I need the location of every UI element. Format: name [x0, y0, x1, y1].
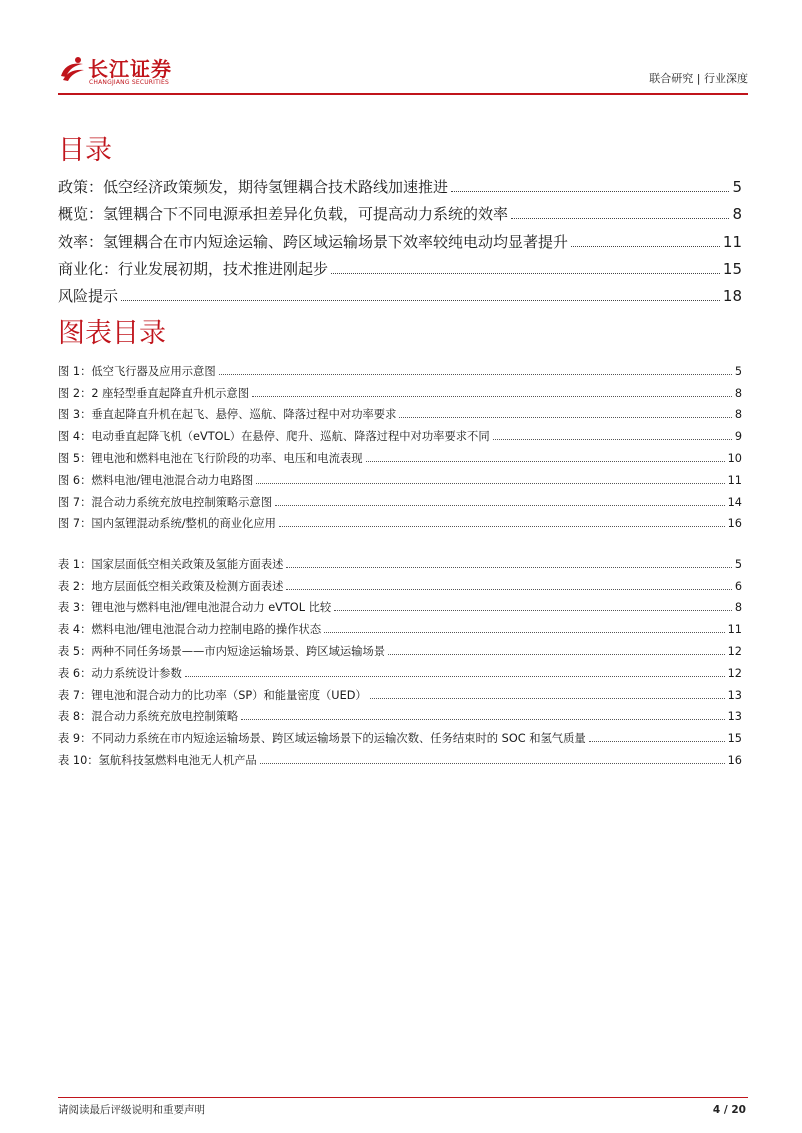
table-entry-page: 6 — [734, 579, 742, 593]
dot-leader — [256, 483, 724, 484]
dot-leader — [286, 589, 731, 590]
table-entry[interactable] — [58, 637, 742, 659]
dot-leader — [334, 610, 732, 611]
figure-entry[interactable] — [58, 401, 742, 423]
figure-entry-text: 图 2：2 座轻型垂直起降直升机示意图 — [58, 386, 250, 400]
figure-entry-page: 14 — [727, 495, 742, 509]
logo-chinese-name: 长江证券 — [88, 57, 172, 81]
figure-entry-text: 图 1：低空飞行器及应用示意图 — [58, 364, 216, 378]
table-entry-text: 表 10：氢航科技氢燃料电池无人机产品 — [58, 753, 257, 767]
footer-divider — [58, 1097, 748, 1098]
header-divider — [58, 93, 748, 95]
dot-leader — [388, 654, 725, 655]
toc-entry-page: 18 — [722, 286, 742, 305]
list-of-figures-title: 图表目录 — [58, 318, 166, 349]
toc-entry-page: 5 — [732, 178, 742, 197]
toc-entry[interactable] — [58, 197, 742, 224]
table-entry-page: 15 — [727, 732, 742, 746]
stylized-wave-logo-icon — [58, 56, 86, 84]
table-entry[interactable] — [58, 659, 742, 681]
table-entry-text: 表 8：混合动力系统充放电控制策略 — [58, 710, 239, 724]
table-entry[interactable] — [58, 724, 742, 746]
table-entry[interactable] — [58, 550, 742, 572]
table-entry-text: 表 6：动力系统设计参数 — [58, 666, 182, 680]
toc-entry-page: 8 — [732, 205, 742, 224]
figure-entry[interactable] — [58, 357, 742, 379]
toc-entry[interactable] — [58, 224, 742, 251]
figure-entry-text: 图 3：垂直起降直升机在起飞、悬停、巡航、降落过程中对功率要求 — [58, 408, 397, 422]
figure-entry-page: 5 — [734, 364, 742, 378]
dot-leader — [511, 218, 729, 219]
page-number: 4 / 20 — [712, 1104, 746, 1116]
table-entry[interactable] — [58, 746, 742, 768]
table-entry[interactable] — [58, 594, 742, 616]
figure-entry[interactable] — [58, 466, 742, 488]
table-entry-text: 表 5：两种不同任务场景——市内短途运输场景、跨区域运输场景 — [58, 644, 386, 658]
toc-entry[interactable] — [58, 279, 742, 306]
figure-entry-text: 图 5：锂电池和燃料电池在飞行阶段的功率、电压和电流表现 — [58, 451, 363, 465]
dot-leader — [219, 374, 732, 375]
table-entry-page: 8 — [734, 601, 742, 615]
dot-leader — [275, 505, 725, 506]
dot-leader — [279, 526, 725, 527]
toc-entry-text: 概览：氢锂耦合下不同电源承担差异化负载，可提高动力系统的效率 — [58, 205, 509, 224]
table-entry[interactable] — [58, 572, 742, 594]
dot-leader — [331, 273, 720, 274]
toc-entry-page: 11 — [722, 232, 742, 251]
table-entry[interactable] — [58, 615, 742, 637]
figure-entry-page: 10 — [727, 451, 742, 465]
toc-entry-text: 商业化：行业发展初期，技术推进刚起步 — [58, 259, 329, 278]
toc-entry[interactable] — [58, 252, 742, 279]
company-logo — [58, 54, 208, 90]
dot-leader — [286, 567, 731, 568]
list-of-figures — [58, 357, 742, 531]
dot-leader — [241, 719, 724, 720]
figure-entry[interactable] — [58, 510, 742, 532]
figure-entry-page: 8 — [734, 408, 742, 422]
report-category: 联合研究 | 行业深度 — [649, 72, 748, 85]
dot-leader — [370, 698, 725, 699]
table-entry-page: 13 — [727, 688, 742, 702]
dot-leader — [493, 439, 732, 440]
table-entry-text: 表 9：不同动力系统在市内短途运输场景、跨区域运输场景下的运输次数、任务结束时的 SOC 和氢气质量 — [58, 732, 586, 746]
disclaimer-note: 请阅读最后评级说明和重要声明 — [58, 1104, 205, 1116]
dot-leader — [252, 396, 732, 397]
figure-entry-page: 9 — [734, 430, 742, 444]
table-entry-page: 16 — [727, 753, 742, 767]
list-of-tables — [58, 550, 742, 768]
table-entry-page: 12 — [727, 666, 742, 680]
toc-entry-page: 15 — [722, 259, 742, 278]
table-entry[interactable] — [58, 681, 742, 703]
figure-entry-text: 图 7：混合动力系统充放电控制策略示意图 — [58, 495, 273, 509]
figure-entry[interactable] — [58, 379, 742, 401]
table-entry-text: 表 1：国家层面低空相关政策及氢能方面表述 — [58, 557, 284, 571]
figure-entry[interactable] — [58, 422, 742, 444]
toc-entry[interactable] — [58, 170, 742, 197]
figure-entry-page: 16 — [727, 517, 742, 531]
figure-entry[interactable] — [58, 444, 742, 466]
figure-entry-page: 11 — [727, 473, 742, 487]
dot-leader — [260, 763, 725, 764]
figure-entry-text: 图 4：电动垂直起降飞机（eVTOL）在悬停、爬升、巡航、降落过程中对功率要求不同 — [58, 430, 490, 444]
dot-leader — [571, 246, 720, 247]
table-of-contents — [58, 170, 742, 306]
dot-leader — [185, 676, 725, 677]
page-header — [58, 54, 748, 94]
dot-leader — [451, 191, 729, 192]
dot-leader — [399, 417, 731, 418]
table-entry-text: 表 3：锂电池与燃料电池/锂电池混合动力 eVTOL 比较 — [58, 601, 332, 615]
table-entry-text: 表 4：燃料电池/锂电池混合动力控制电路的操作状态 — [58, 623, 322, 637]
dot-leader — [121, 300, 720, 301]
logo-english-name: CHANGJIANG SECURITIES — [89, 79, 169, 86]
figure-entry[interactable] — [58, 488, 742, 510]
dot-leader — [589, 741, 725, 742]
toc-title: 目录 — [58, 135, 112, 166]
table-entry-page: 5 — [734, 557, 742, 571]
toc-entry-text: 效率：氢锂耦合在市内短途运输、跨区域运输场景下效率较纯电动均显著提升 — [58, 232, 569, 251]
table-entry-page: 11 — [727, 623, 742, 637]
table-entry-text: 表 2：地方层面低空相关政策及检测方面表述 — [58, 579, 284, 593]
table-entry-page: 12 — [727, 644, 742, 658]
table-entry-page: 13 — [727, 710, 742, 724]
figure-entry-text: 图 6：燃料电池/锂电池混合动力电路图 — [58, 473, 254, 487]
table-entry-text: 表 7：锂电池和混合动力的比功率（SP）和能量密度（UED） — [58, 688, 367, 702]
toc-entry-text: 政策：低空经济政策频发，期待氢锂耦合技术路线加速推进 — [58, 178, 449, 197]
dot-leader — [366, 461, 725, 462]
dot-leader — [324, 632, 725, 633]
toc-entry-text: 风险提示 — [58, 286, 119, 305]
figure-entry-text: 图 7：国内氢锂混动系统/整机的商业化应用 — [58, 517, 276, 531]
figure-entry-page: 8 — [734, 386, 742, 400]
table-entry[interactable] — [58, 703, 742, 725]
